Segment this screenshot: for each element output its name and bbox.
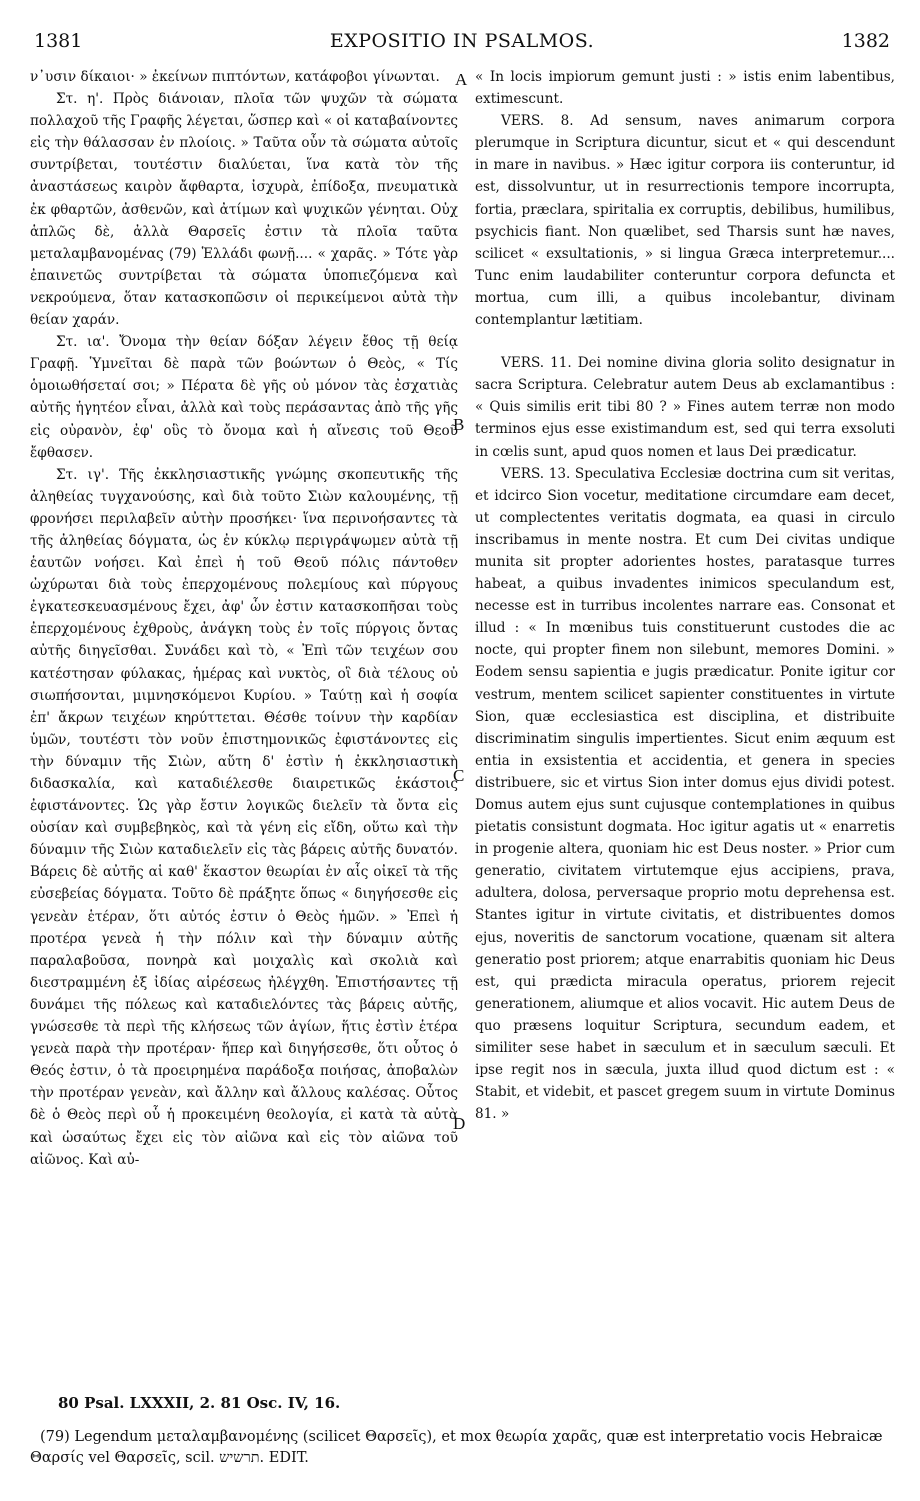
margin-letter-d: D	[453, 1114, 466, 1133]
editor-note	[30, 1427, 890, 1469]
margin-letter-b: B	[453, 415, 465, 434]
margin-letter-a: A	[455, 70, 468, 89]
greek-column	[30, 66, 458, 1171]
latin-paragraph: « In locis impiorum gemunt justi : » istis enim labentibus, extimescunt.	[475, 69, 895, 108]
page-number-right: 1382	[841, 30, 890, 52]
greek-paragraph: Στ. η'. Πρὸς διάνοιαν, πλοῖα τῶν ψυχῶν τὰ σώματα πολλαχοῦ τῆς Γραφῆς λέγεται, ὥσπερ καὶ « οἱ καταβαίνοντες εἰς τὴν θάλασσαν ἐν πλοίοις. » Ταῦτα οὖν τὰ σώματα αὐτοῖς συντρίβεται, τουτέστιν διαλύεται, ἵνα κατὰ τὸν τῆς ἀναστάσεως καιρὸν ἄφθαρτα, ἰσχυρὰ, ἐπίδοξα, πνευματικὰ ἐκ φθαρτῶν, ἀσθενῶν, καὶ ἀτίμων καὶ ψυχικῶν γένηται. Οὐχ ἁπλῶς δὲ, ἀλλὰ Θαρσεῖς ἐστιν τὰ πλοῖα ταῦτα μεταλαμβανομένας (79) Ἑλλάδι φωνῇ.... « χαρᾶς. » Τότε γὰρ ἐπαινετῶς συντρίβεται τὰ σώματα ὑποπιεζόμενα καὶ νεκρούμενα, ὅταν κατασκοπῶσιν οἱ περικείμενοι αὐτὰ τὴν θείαν χαράν.	[30, 91, 458, 329]
page-number-left: 1381	[34, 30, 83, 52]
latin-paragraph: VERS. 8. Ad sensum, naves animarum corpora plerumque in Scriptura dicuntur, sicut et « qui descendunt in mare in navibus. » Hæc igitur corpora iis conteruntur, id est, dissolvuntur, ut in resurrectionis tempore incorrupta, fortia, præclara, spiritalia ex corruptis, debilibus, humilibus, psychicis fiant. Non quælibet, sed Tharsis sunt hæ naves, scilicet « exsultationis, » si lingua Græca interpretemur.... Tunc enim laudabiliter conteruntur corpora defuncta et mortua, cum illi, a quibus incolebantur, divinam contemplantur lætitiam.	[475, 113, 895, 329]
editor-note-text: (79) Legendum μεταλαμβανομένης (scilicet Θαρσεῖς), et mox θεωρία χαρᾶς, quæ est interpretatio vocis Hebraicæ Θαρσίς vel Θαρσεῖς, scil. תרשיש. EDIT.	[30, 1429, 883, 1466]
running-title: EXPOSITIO IN PSALMOS.	[329, 30, 595, 52]
running-header	[34, 30, 890, 54]
latin-paragraph: VERS. 11. Dei nomine divina gloria solito designatur in sacra Scriptura. Celebratur autem Deus ab exclamantibus : « Quis similis erit tibi 80 ? » Fines autem terræ non modo terminos ejus esse existimandum est, sed qui terra exsoluti in cœlis sunt, apud quos nomen et laus Dei prædicatur.	[475, 355, 895, 460]
latin-paragraph: VERS. 13. Speculativa Ecclesiæ doctrina cum sit veritas, et idcirco Sion vocetur, meditatione circumdare eam decet, ut complectentes veritatis dogmata, ea quasi in circulo inscribamus in mente nostra. Et cum Dei civitas undique munita sit propter adorientes hostes, paratasque turres habeat, a quibus invadentes inimicos speculandum est, necesse est in turribus incolentes narrare eas. Consonat et illud : « In mœnibus tuis constituerunt custodes die ac nocte, qui propter finem non silebunt, memores Domini. » Eodem sensu sapientia e jugis prædicatur. Ponite igitur cor vestrum, mentem scilicet sapienter constituentes in virtute Sion, quæ ecclesiastica est disciplina, et distribuite discriminatim singulis impertientes. Sicut enim æquum est entia in exsistentia et accidentia, et genera in species distribuere, sic et virtus Sion inter domus ejus dividi potest. Domus autem ejus sunt cujusque contemplationes in quibus pietatis consistunt dogmata. Hoc igitur agatis ut « enarretis in progenie altera, quoniam hic est Deus noster. » Prior cum generatio, civitatem virtutemque ejus accipiens, prava, adultera, dolosa, perversaque proprio motu deprehensa est. Stantes igitur in virtute civitatis, et distribuentes domos ejus, noveritis de sanctorum vocatione, quænam sit altera generatio post priorem; atque enarrabitis quoniam hic Deus est, qui prædicta miracula operatus, priorem rejecit generationem, aliumque et alios vocavit. Hic autem Deus de quo præsens loquitur Scriptura, secundum eadem, et similiter sese habet in sæculum et in sæculum sæculi. Et ipse regit nos in sæcula, juxta illud quod dictum est : « Stabit, et videbit, et pascet gregem suum in virtute Dominus 81. »	[475, 465, 895, 1123]
greek-paragraph: Στ. ιγ'. Τῆς ἐκκλησιαστικῆς γνώμης σκοπευτικῆς τῆς ἀληθείας τυγχανούσης, καὶ διὰ τοῦτο Σιὼν καλουμένης, τῇ φρονήσει περιλαβεῖν αὐτὴν προσήκει· ἵνα περινοήσαντες τὰ τῆς ἀληθείας δόγματα, ὡς ἐν κύκλῳ περιγράψωμεν αὐτὰ τῇ ἑαυτῶν νοήσει. Καὶ ἐπεὶ ἡ τοῦ Θεοῦ πόλις πάντοθεν ὠχύρωται διὰ τοὺς ἐπερχομένους πολεμίους καὶ πύργους ἐγκατεσκευασμένους ἔχει, ἀφ' ὧν ἐστιν κατασκοπῆσαι τοὺς ἐπερχομένους ἐχθροὺς, ἀνάγκη τοὺς ἐν τοῖς πύργοις ὄντας αὐτῆς διηγεῖσθαι. Συνάδει καὶ τὸ, « Ἐπὶ τῶν τειχέων σου κατέστησαν φύλακας, ἡμέρας καὶ νυκτὸς, οἳ διὰ τέλους οὐ σιωπήσονται, μιμνησκόμενοι Κυρίου. » Ταύτῃ καὶ ἡ σοφία ἐπ' ἄκρων τειχέων κηρύττεται. Θέσθε τοίνυν τὴν καρδίαν ὑμῶν, τουτέστι τὸν νοῦν ἐπιστημονικῶς ἐφιστάνοντες εἰς τὴν δύναμιν τῆς Σιὼν, αὕτη δ' ἐστὶν ἡ ἐκκλησιαστικὴ διδασκαλία, καὶ καταδιέλεσθε διαιρετικῶς ἑκάστοις ἐφιστάνοντες. Ὡς γὰρ ἔστιν λογικῶς διελεῖν τὰ ὄντα εἰς οὐσίαν καὶ συμβεβηκὸς, καὶ τὰ γένη εἰς εἴδη, οὕτω καὶ τὴν δύναμιν τῆς Σιὼν καταδιελεῖν εἰς τὰς βάρεις αὐτῆς δυνατόν. Βάρεις δὲ αὐτῆς αἱ καθ' ἕκαστον θεωρίαι ἐν αἷς οἰκεῖ τὰ τῆς εὐσεβείας δόγματα. Τοῦτο δὲ πράξητε ὅπως « διηγήσεσθε εἰς γενεὰν ἑτέραν, ὅτι αὐτός ἐστιν ὁ Θεὸς ἡμῶν. » Ἐπεὶ ἡ προτέρα γενεὰ ἡ τὴν πόλιν καὶ τὴν δύναμιν αὐτῆς παραλαβοῦσα, πονηρὰ καὶ μοιχαλὶς καὶ σκολιὰ καὶ διεστραμμένη ἐξ ἰδίας αἱρέσεως ἠλέγχθη. Ἐπιστήσαντες τῇ δυνάμει τῆς πόλεως καὶ καταδιελόντες τὰς βάρεις αὐτῆς, γνώσεσθε τὰ περὶ τῆς κλήσεως τῶν ἁγίων, ἥτις ἐστὶν ἑτέρα γενεὰ παρὰ τὴν προτέραν· ἥπερ καὶ διηγήσεσθε, ὅτι οὗτος ὁ Θεός ἐστιν, ὁ τὰ προειρημένα παράδοξα ποιήσας, ἀποβαλὼν τὴν προτέραν γενεὰν, καὶ ἄλλην καὶ ἄλλους καλέσας. Οὗτος δὲ ὁ Θεὸς περὶ οὗ ἡ προκειμένη θεολογία, εἰ κατὰ τὰ αὐτὰ καὶ ὡσαύτως ἔχει εἰς τὸν αἰῶνα καὶ εἰς τὸν αἰῶνα τοῦ αἰῶνος. Καὶ αὐ-	[30, 466, 458, 1168]
footnote-references: 80 Psal. LXXXII, 2. 81 Osc. IV, 16.	[58, 1394, 341, 1412]
margin-letter-c: C	[453, 766, 465, 785]
greek-paragraph: Στ. ια'. Ὄνομα τὴν θείαν δόξαν λέγειν ἔθος τῇ θείᾳ Γραφῇ. Ὑμνεῖται δὲ παρὰ τῶν βοώντων ὁ Θεὸς, « Τίς ὁμοιωθήσεταί σοι; » Πέρατα δὲ γῆς οὐ μόνον τὰς ἐσχατιὰς αὐτῆς ἡγητέον εἶναι, ἀλλὰ καὶ τοὺς περάσαντας ἀπὸ τῆς γῆς εἰς οὐρανὸν, ἐφ' οὓς τὸ ὄνομα καὶ ἡ αἴνεσις τοῦ Θεοῦ ἔφθασεν.	[30, 334, 458, 461]
greek-paragraph: ν᾽υσιν δίκαιοι· » ἐκείνων πιπτόντων, κατάφοβοι γίνωνται.	[30, 69, 440, 85]
latin-column	[475, 66, 895, 1125]
